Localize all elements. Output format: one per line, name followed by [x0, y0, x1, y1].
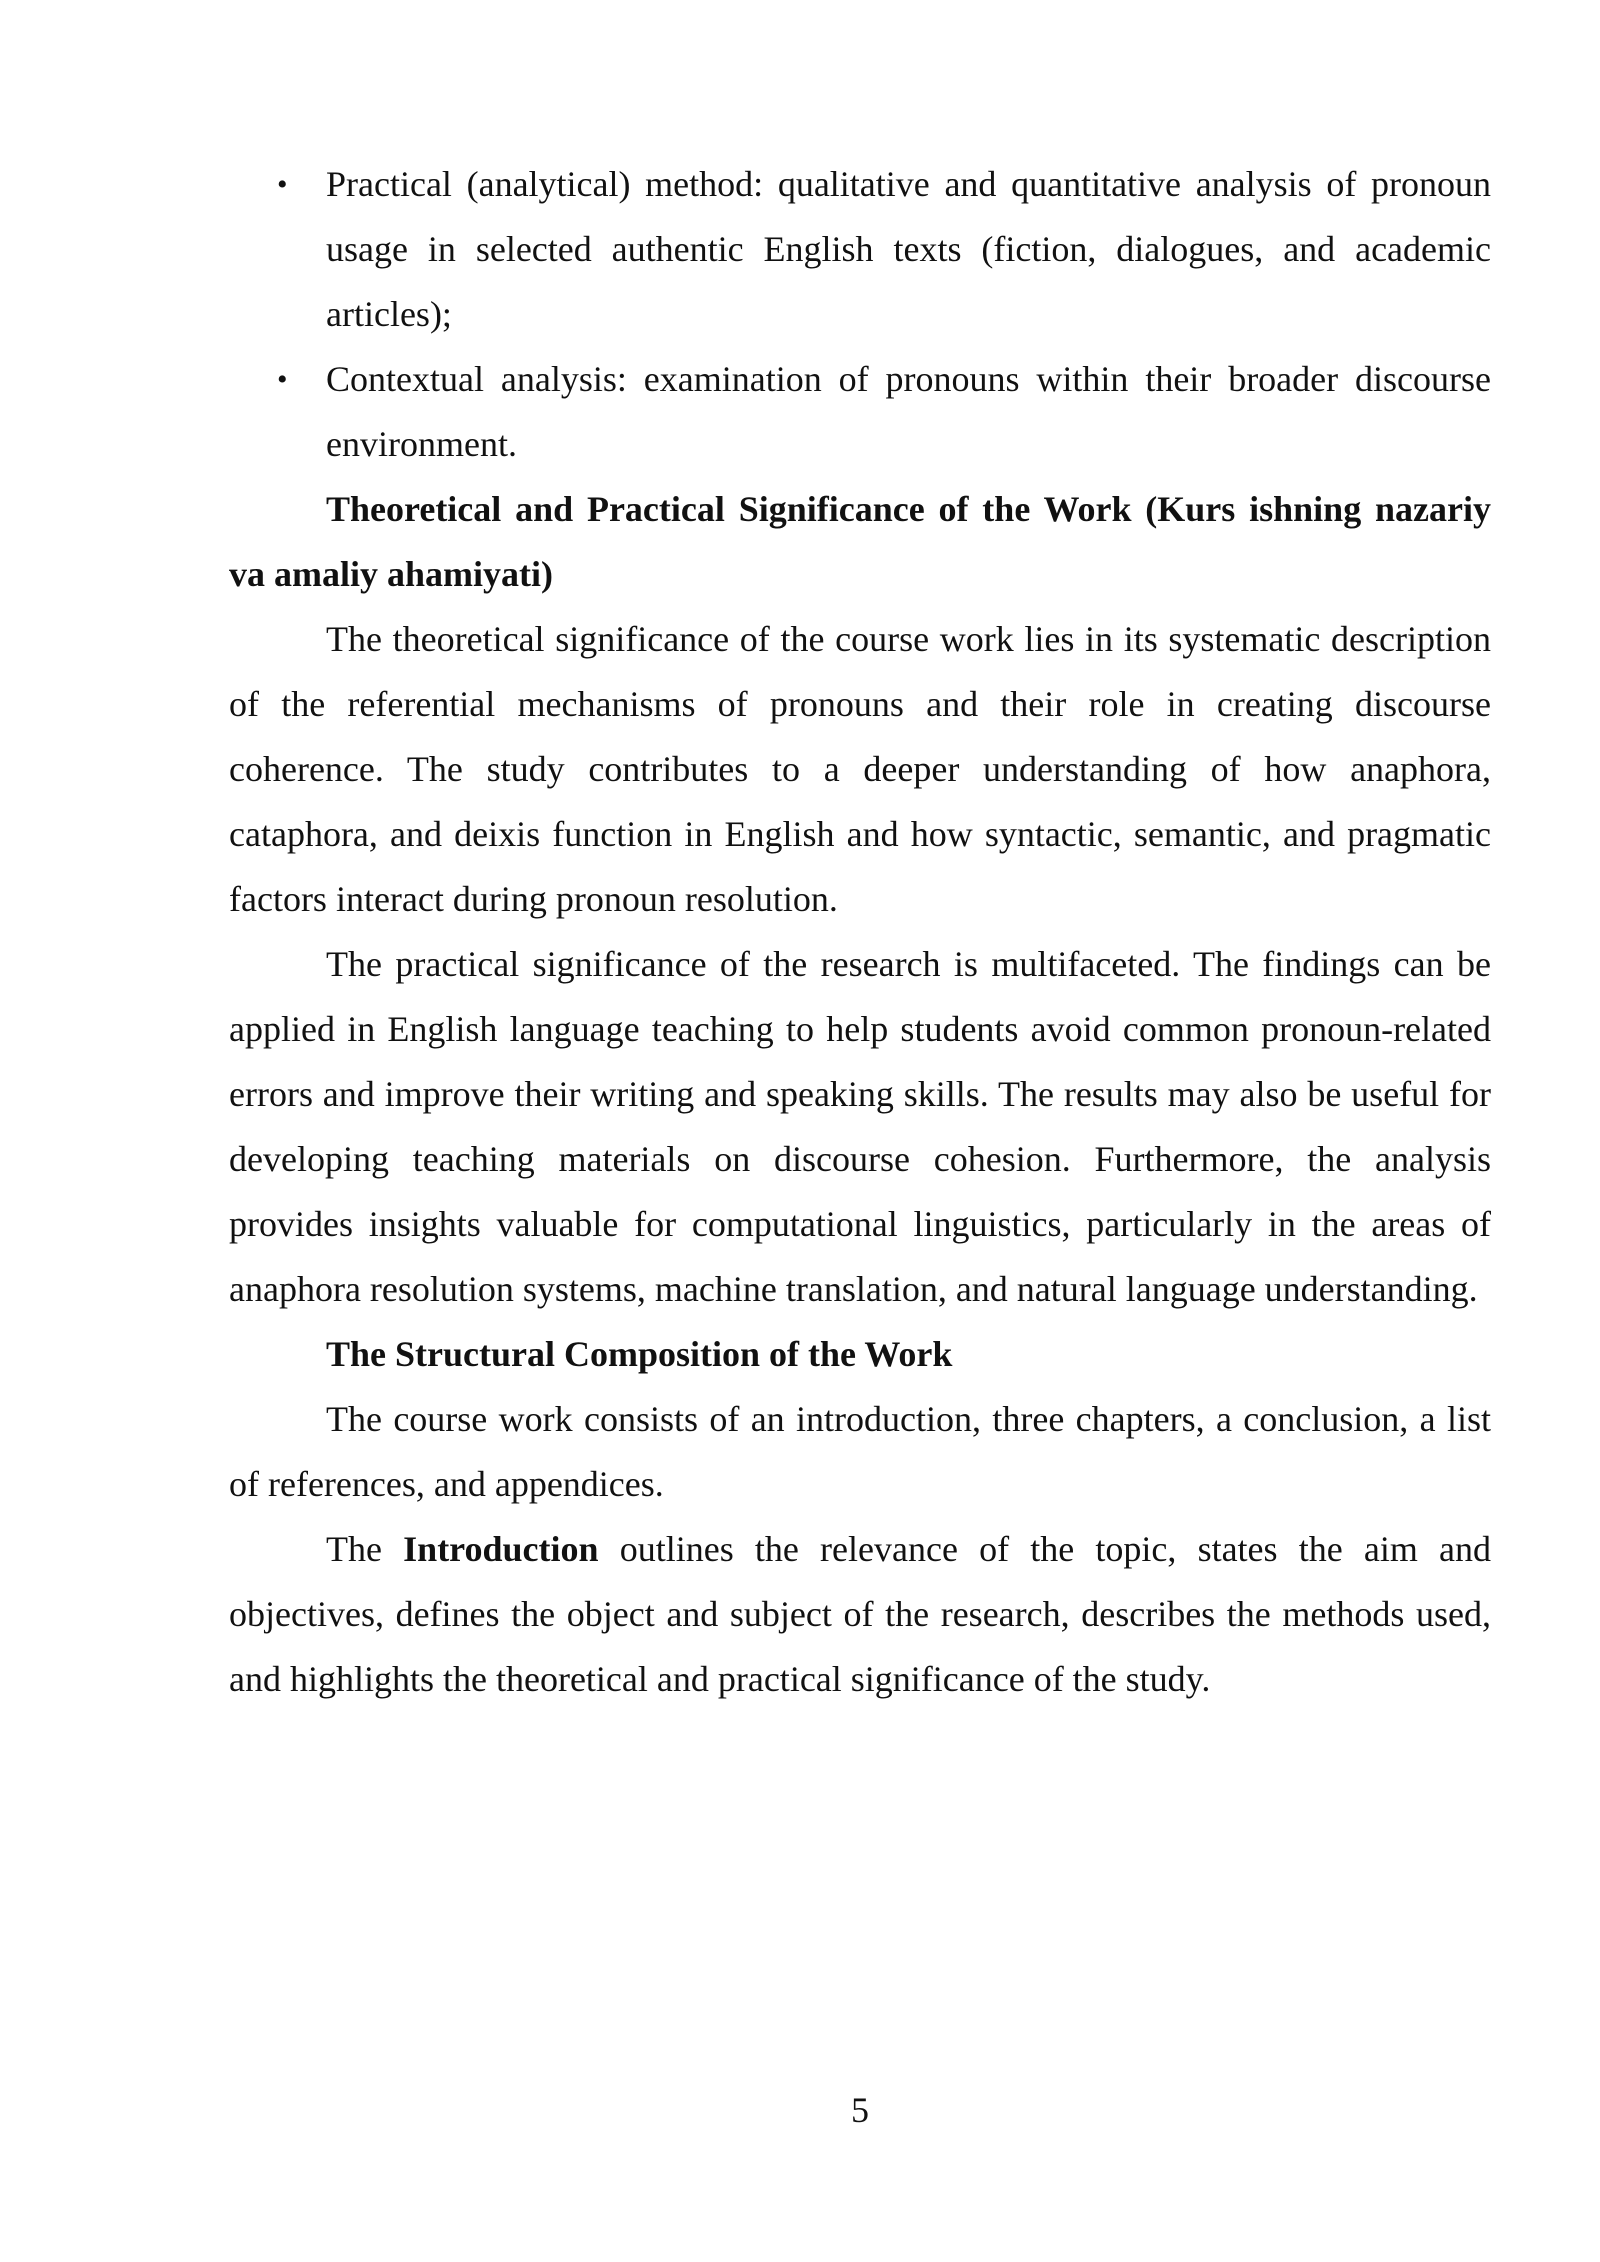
document-page — [229, 152, 1491, 1712]
paragraph-practical: The practical significance of the research is multifaceted. The findings can be applied in English language teaching to help students avoid common pronoun-related errors and improve their writing and speaking skills. The results may also be useful for developing teaching materials on discourse cohesion. Furthermore, the analysis provides insights valuable for computational linguistics, particularly in the areas of anaphora resolution systems, machine translation, and natural language understanding. — [229, 944, 1491, 1309]
paragraph-introduction — [229, 1517, 1491, 1712]
list-item-text: Practical (analytical) method: qualitative and quantitative analysis of pronoun usage in selected authentic English texts (fiction, dialogues, and academic articles); — [326, 164, 1491, 334]
paragraph-structure: The course work consists of an introduction, three chapters, a conclusion, a list of references, and appendices. — [229, 1399, 1491, 1504]
paragraph-theoretical: The theoretical significance of the course work lies in its systematic description of the referential mechanisms of pronouns and their role in creating discourse coherence. The study contributes to a deeper understanding of how anaphora, cataphora, and deixis function in English and how syntactic, semantic, and pragmatic factors interact during pronoun resolution. — [229, 619, 1491, 919]
section-heading-significance: Theoretical and Practical Significance of the Work (Kurs ishning nazariy va amaliy ahamiyati) — [229, 489, 1491, 594]
list-item — [229, 347, 1491, 477]
section-heading-structure: The Structural Composition of the Work — [326, 1334, 953, 1374]
intro-rest: outlines the relevance of the topic, states the aim and objectives, defines the object and subject of the research, describes the methods used, and highlights the theoretical and practical significance of the study. — [229, 1529, 1492, 1699]
bullet-icon: • — [277, 168, 288, 201]
list-item — [229, 152, 1491, 347]
page-number: 5 — [851, 2090, 869, 2130]
bullet-icon: • — [277, 363, 288, 396]
methods-list — [229, 152, 1491, 477]
intro-bold-term: Introduction — [403, 1529, 599, 1569]
intro-prefix: The — [326, 1529, 404, 1569]
list-item-text: Contextual analysis: examination of pronouns within their broader discourse environment. — [326, 359, 1491, 464]
